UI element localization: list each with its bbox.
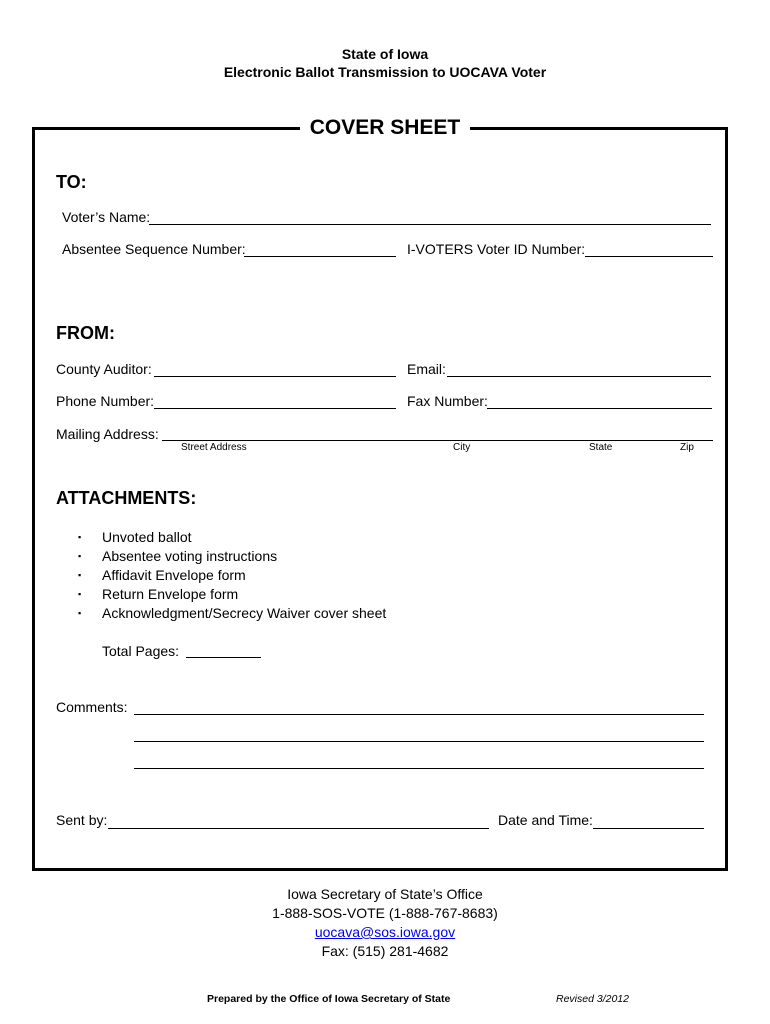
absentee-sequence-label: Absentee Sequence Number: [62,241,246,257]
total-pages-field[interactable] [186,657,261,658]
prepared-by: Prepared by the Office of Iowa Secretary of State [207,993,451,1005]
comments-label: Comments: [56,699,128,715]
office-phone: 1-888-SOS-VOTE (1-888-767-8683) [272,905,498,921]
phone-number-label: Phone Number: [56,393,155,409]
fax-number-label: Fax Number: [407,393,488,409]
voter-name-label: Voter’s Name: [62,209,151,225]
comments-line-3[interactable] [134,768,704,769]
header-title: Electronic Ballot Transmission to UOCAVA Voter [223,64,547,80]
total-pages-label: Total Pages: [102,643,180,659]
attachment-item: Absentee voting instructions [102,548,278,564]
bullet-icon: ▪ [78,551,82,561]
mailing-address-field[interactable] [162,440,713,441]
bullet-icon: ▪ [78,589,82,599]
date-time-label: Date and Time: [498,812,593,828]
zip-caption: Zip [680,442,694,453]
bullet-icon: ▪ [78,608,82,618]
sent-by-label: Sent by: [56,812,108,828]
to-heading: TO: [56,172,87,192]
attachment-item: Unvoted ballot [102,529,192,545]
email-field[interactable] [447,376,711,377]
comments-line-2[interactable] [134,741,704,742]
office-name: Iowa Secretary of State’s Office [287,886,483,902]
city-caption: City [453,442,471,453]
comments-line-1[interactable] [134,714,704,715]
ivoters-id-label: I-VOTERS Voter ID Number: [407,241,586,257]
absentee-sequence-field[interactable] [244,256,396,257]
attachments-heading: ATTACHMENTS: [56,488,197,508]
county-auditor-field[interactable] [154,376,396,377]
state-caption: State [589,442,613,453]
email-label: Email: [407,361,446,377]
mailing-address-label: Mailing Address: [56,426,159,442]
office-email-link[interactable]: uocava@sos.iowa.gov [314,924,456,940]
phone-number-field[interactable] [154,408,396,409]
ivoters-id-field[interactable] [585,256,713,257]
header-state: State of Iowa [341,46,429,62]
street-address-caption: Street Address [181,442,247,453]
cover-sheet-title: COVER SHEET [300,114,470,142]
attachment-item: Return Envelope form [102,586,239,602]
revised-date: Revised 3/2012 [556,993,629,1005]
office-fax: Fax: (515) 281-4682 [321,943,449,959]
date-time-field[interactable] [593,828,704,829]
fax-number-field[interactable] [487,408,712,409]
voter-name-field[interactable] [149,224,711,225]
attachment-item: Affidavit Envelope form [102,567,246,583]
county-auditor-label: County Auditor: [56,361,152,377]
bullet-icon: ▪ [78,570,82,580]
attachment-item: Acknowledgment/Secrecy Waiver cover sheet [102,605,387,621]
from-heading: FROM: [56,323,115,343]
sent-by-field[interactable] [108,828,489,829]
bullet-icon: ▪ [78,532,82,542]
